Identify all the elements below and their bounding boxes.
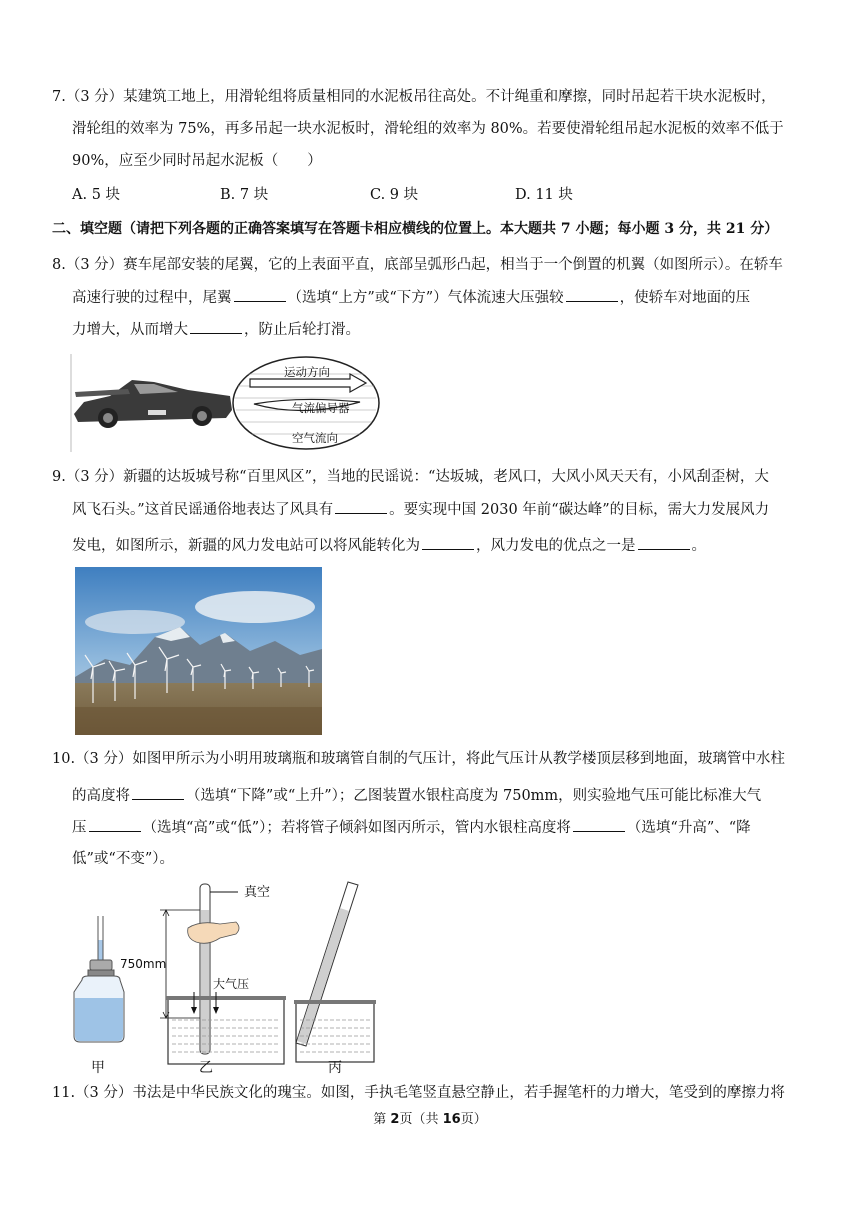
q8-blank-3 xyxy=(190,319,242,334)
mercury-tube-tilted xyxy=(294,882,376,1062)
bottle-barometer xyxy=(74,916,124,1042)
q9-blank-1 xyxy=(335,499,387,514)
page-footer xyxy=(0,1111,860,1129)
q7-line-2: 滑轮组的效率为 75%，再多吊起一块水泥板时，滑轮组的效率为 80%。若要使滑轮组吊起水泥板的效率不低于 xyxy=(72,121,784,137)
footer-prefix: 第 xyxy=(373,1112,391,1127)
label-air-flow: 空气流向 xyxy=(292,431,338,445)
footer-mid: 页（共 xyxy=(399,1112,443,1127)
q10-text-2b: （选填“下降”或“上升”）；乙图装置水银柱高度为 750mm，则实验地气压可能比标准大气 xyxy=(186,788,762,804)
q9-text-3a: 发电，如图所示，新疆的风力发电站可以将风能转化为 xyxy=(72,538,420,554)
q10-barometer-figure xyxy=(70,880,390,1080)
footer-total-pages: 16 xyxy=(442,1112,461,1127)
q10-line-1: 10.（3 分）如图甲所示为小明用玻璃瓶和玻璃管自制的气压计，将此气压计从教学楼顶层移到地面，玻璃管中水柱 xyxy=(52,751,785,767)
footer-suffix: 页） xyxy=(460,1112,487,1127)
q7-option-c: C. 9 块 xyxy=(370,187,419,203)
q8-blank-1 xyxy=(234,287,286,302)
q9-text-2a: 风飞石头。”这首民谣通俗地表达了风具有 xyxy=(72,502,334,518)
label-yi: 乙 xyxy=(199,1060,213,1076)
label-vacuum: 真空 xyxy=(244,885,271,900)
q10-blank-1 xyxy=(132,785,184,800)
q9-blank-3 xyxy=(638,535,690,550)
q8-spoiler-figure xyxy=(70,352,385,454)
q8-line-1: 8.（3 分）赛车尾部安装的尾翼，它的上表面平直，底部呈弧形凸起，相当于一个倒置的机翼（如图所示）。在轿车 xyxy=(52,257,783,273)
q9-line-2 xyxy=(72,499,769,520)
q9-blank-2 xyxy=(422,535,474,550)
q9-line-3 xyxy=(72,535,706,556)
label-jia: 甲 xyxy=(91,1060,105,1076)
label-atmospheric-pressure: 大气压 xyxy=(213,977,250,991)
q7-line-1: 7.（3 分）某建筑工地上，用滑轮组将质量相同的水泥板吊往高处。不计绳重和摩擦，同时吊起若干块水泥板时， xyxy=(52,89,776,105)
q8-line-2 xyxy=(72,287,750,308)
footer-page-number: 2 xyxy=(390,1112,400,1127)
q10-text-3c: （选填“升高”、“降 xyxy=(626,820,751,836)
q10-line-4: 低”或“不变”）。 xyxy=(72,851,174,867)
q8-text-3b: ，防止后轮打滑。 xyxy=(244,322,360,338)
label-750mm: 750mm xyxy=(120,957,167,971)
q8-line-3 xyxy=(72,319,360,340)
q8-blank-2 xyxy=(566,287,618,302)
q9-text-3b: ，风力发电的优点之一是 xyxy=(476,538,636,554)
q8-text-3a: 力增大，从而增大 xyxy=(72,322,188,338)
q8-text-2a: 高速行驶的过程中，尾翼 xyxy=(72,290,232,306)
label-spoiler: 气流偏导器 xyxy=(292,401,350,415)
q10-text-3a: 压 xyxy=(72,820,87,836)
section-2-heading: 二、填空题（请把下列各题的正确答案填写在答题卡相应横线的位置上。本大题共 7 小题；每小题 3 分，共 21 分） xyxy=(52,221,779,237)
label-bing: 丙 xyxy=(328,1060,342,1076)
q10-blank-3 xyxy=(573,817,625,832)
hand-icon xyxy=(188,922,239,943)
q10-line-2 xyxy=(72,785,761,806)
label-motion-direction: 运动方向 xyxy=(284,365,330,379)
q9-text-2b: 。要实现中国 2030 年前“碳达峰”的目标，需大力发展风力 xyxy=(389,502,770,518)
q10-line-3 xyxy=(72,817,751,838)
q7-option-a: A. 5 块 xyxy=(72,187,121,203)
wind-farm-photo xyxy=(75,567,322,735)
q9-text-3c: 。 xyxy=(691,538,706,554)
q11-line-1: 11.（3 分）书法是中华民族文化的瑰宝。如图，手执毛笔竖直悬空静止，若手握笔杆的力增大，笔受到的摩擦力将 xyxy=(52,1085,785,1101)
q7-option-d: D. 11 块 xyxy=(515,187,573,203)
q10-text-3b: （选填“高”或“低”）；若将管子倾斜如图丙所示，管内水银柱高度将 xyxy=(142,820,571,836)
q8-text-2b: （选填“上方”或“下方”）气体流速大压强较 xyxy=(287,290,564,306)
q10-text-2a: 的高度将 xyxy=(72,788,130,804)
q8-text-2c: ，使轿车对地面的压 xyxy=(619,290,751,306)
q10-blank-2 xyxy=(89,817,141,832)
q9-line-1: 9.（3 分）新疆的达坂城号称“百里风区”，当地的民谣说：“达坂城，老风口，大风小风天天有，小风刮歪树，大 xyxy=(52,469,769,485)
mercury-tube-vertical xyxy=(160,884,286,1064)
q7-option-b: B. 7 块 xyxy=(220,187,269,203)
q7-line-3: 90%，应至少同时吊起水泥板（ ） xyxy=(72,153,322,169)
